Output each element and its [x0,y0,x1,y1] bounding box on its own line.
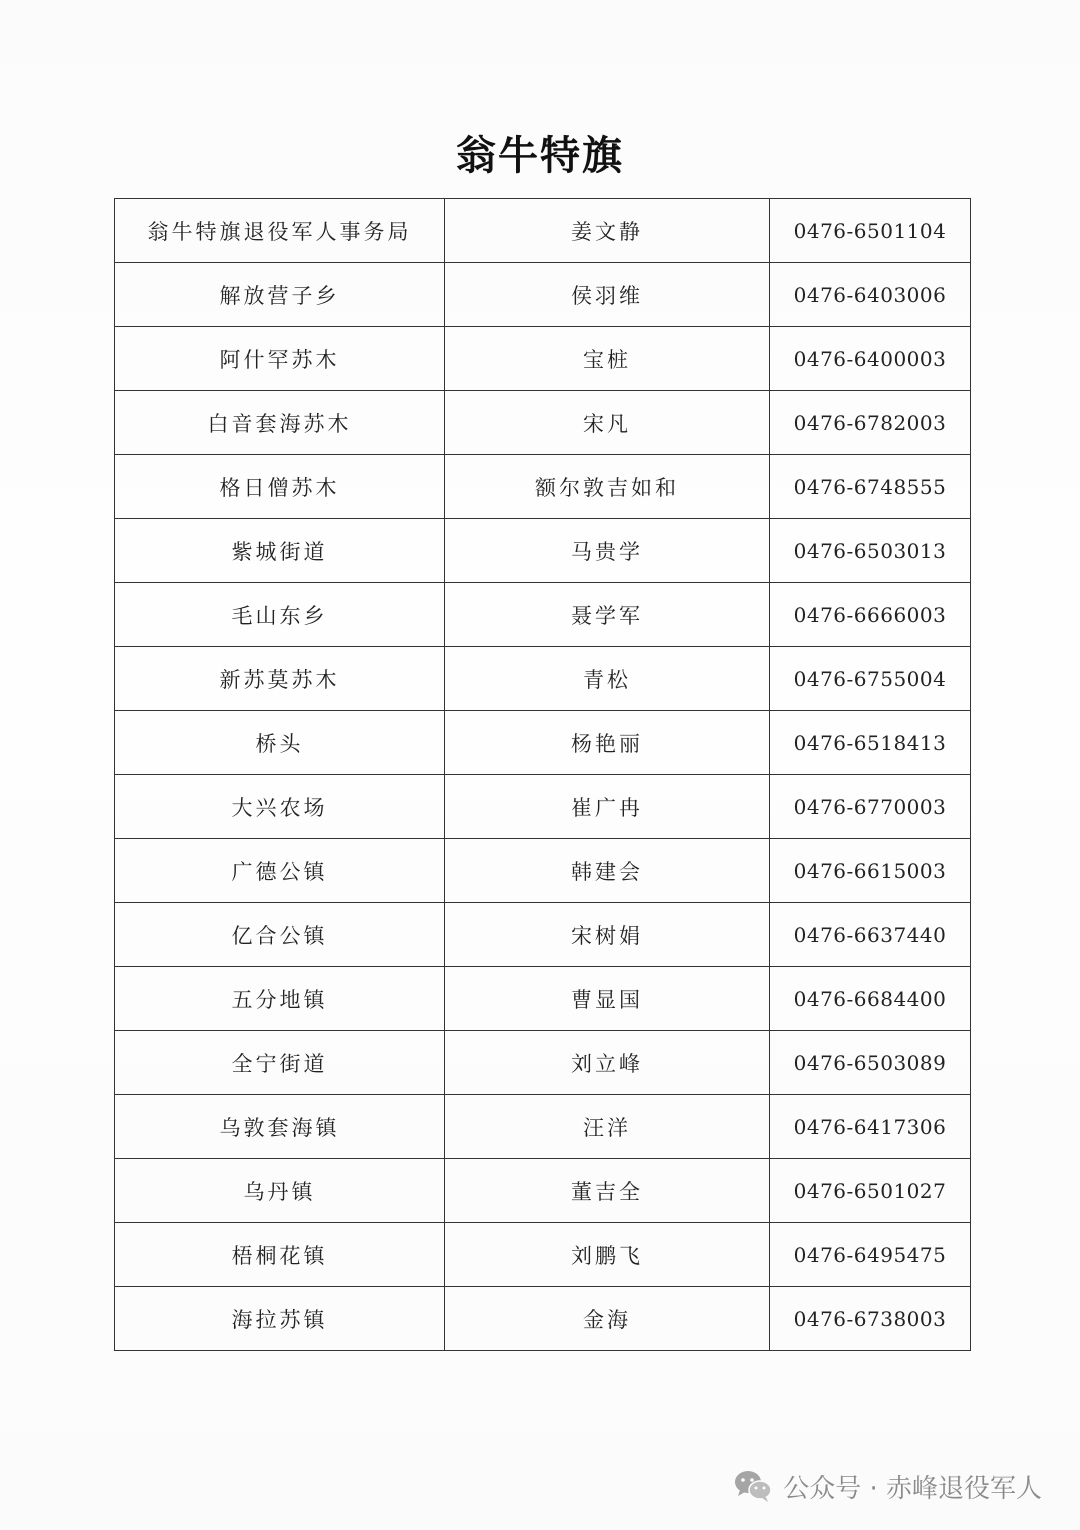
table-row [115,1223,971,1287]
unit-cell: 海拉苏镇 [115,1287,445,1351]
watermark-text: 公众号 · 赤峰退役军人 [783,1473,1042,1504]
contact-table-body [115,199,971,1351]
unit-cell: 解放营子乡 [115,263,445,327]
phone-cell: 0476-6501027 [770,1159,971,1223]
name-cell: 董吉全 [445,1159,770,1223]
name-cell: 金海 [445,1287,770,1351]
phone-cell: 0476-6503089 [770,1031,971,1095]
unit-cell: 格日僧苏木 [115,455,445,519]
unit-cell: 新苏莫苏木 [115,647,445,711]
table-row [115,263,971,327]
unit-cell: 乌丹镇 [115,1159,445,1223]
name-cell: 聂学军 [445,583,770,647]
unit-cell: 乌敦套海镇 [115,1095,445,1159]
table-row [115,967,971,1031]
phone-cell: 0476-6755004 [770,647,971,711]
unit-cell: 紫城街道 [115,519,445,583]
name-cell: 侯羽维 [445,263,770,327]
phone-cell: 0476-6738003 [770,1287,971,1351]
table-row [115,775,971,839]
name-cell: 刘立峰 [445,1031,770,1095]
unit-cell: 大兴农场 [115,775,445,839]
phone-cell: 0476-6503013 [770,519,971,583]
table-row [115,327,971,391]
phone-cell: 0476-6637440 [770,903,971,967]
name-cell: 青松 [445,647,770,711]
phone-cell: 0476-6403006 [770,263,971,327]
table-row [115,1287,971,1351]
table-row [115,711,971,775]
unit-cell: 毛山东乡 [115,583,445,647]
unit-cell: 五分地镇 [115,967,445,1031]
unit-cell: 桥头 [115,711,445,775]
unit-cell: 翁牛特旗退役军人事务局 [115,199,445,263]
table-row [115,583,971,647]
phone-cell: 0476-6615003 [770,839,971,903]
unit-cell: 全宁街道 [115,1031,445,1095]
watermark [733,1464,1042,1508]
name-cell: 韩建会 [445,839,770,903]
name-cell: 额尔敦吉如和 [445,455,770,519]
table-row [115,391,971,455]
table-row [115,519,971,583]
phone-cell: 0476-6518413 [770,711,971,775]
name-cell: 宋树娟 [445,903,770,967]
phone-cell: 0476-6666003 [770,583,971,647]
table-row [115,199,971,263]
name-cell: 曹显国 [445,967,770,1031]
name-cell: 汪洋 [445,1095,770,1159]
table-row [115,1031,971,1095]
table-row [115,1095,971,1159]
name-cell: 马贵学 [445,519,770,583]
table-row [115,903,971,967]
phone-cell: 0476-6400003 [770,327,971,391]
unit-cell: 广德公镇 [115,839,445,903]
unit-cell: 阿什罕苏木 [115,327,445,391]
table-row [115,455,971,519]
contact-table [114,198,971,1351]
phone-cell: 0476-6770003 [770,775,971,839]
table-row [115,647,971,711]
table-row [115,1159,971,1223]
name-cell: 宋凡 [445,391,770,455]
unit-cell: 梧桐花镇 [115,1223,445,1287]
name-cell: 崔广冉 [445,775,770,839]
wechat-icon [733,1469,773,1503]
name-cell: 宝桩 [445,327,770,391]
phone-cell: 0476-6495475 [770,1223,971,1287]
table-row [115,839,971,903]
unit-cell: 白音套海苏木 [115,391,445,455]
phone-cell: 0476-6684400 [770,967,971,1031]
name-cell: 杨艳丽 [445,711,770,775]
name-cell: 刘鹏飞 [445,1223,770,1287]
phone-cell: 0476-6417306 [770,1095,971,1159]
name-cell: 姜文静 [445,199,770,263]
unit-cell: 亿合公镇 [115,903,445,967]
phone-cell: 0476-6501104 [770,199,971,263]
page-title: 翁牛特旗 [456,133,624,179]
phone-cell: 0476-6782003 [770,391,971,455]
phone-cell: 0476-6748555 [770,455,971,519]
